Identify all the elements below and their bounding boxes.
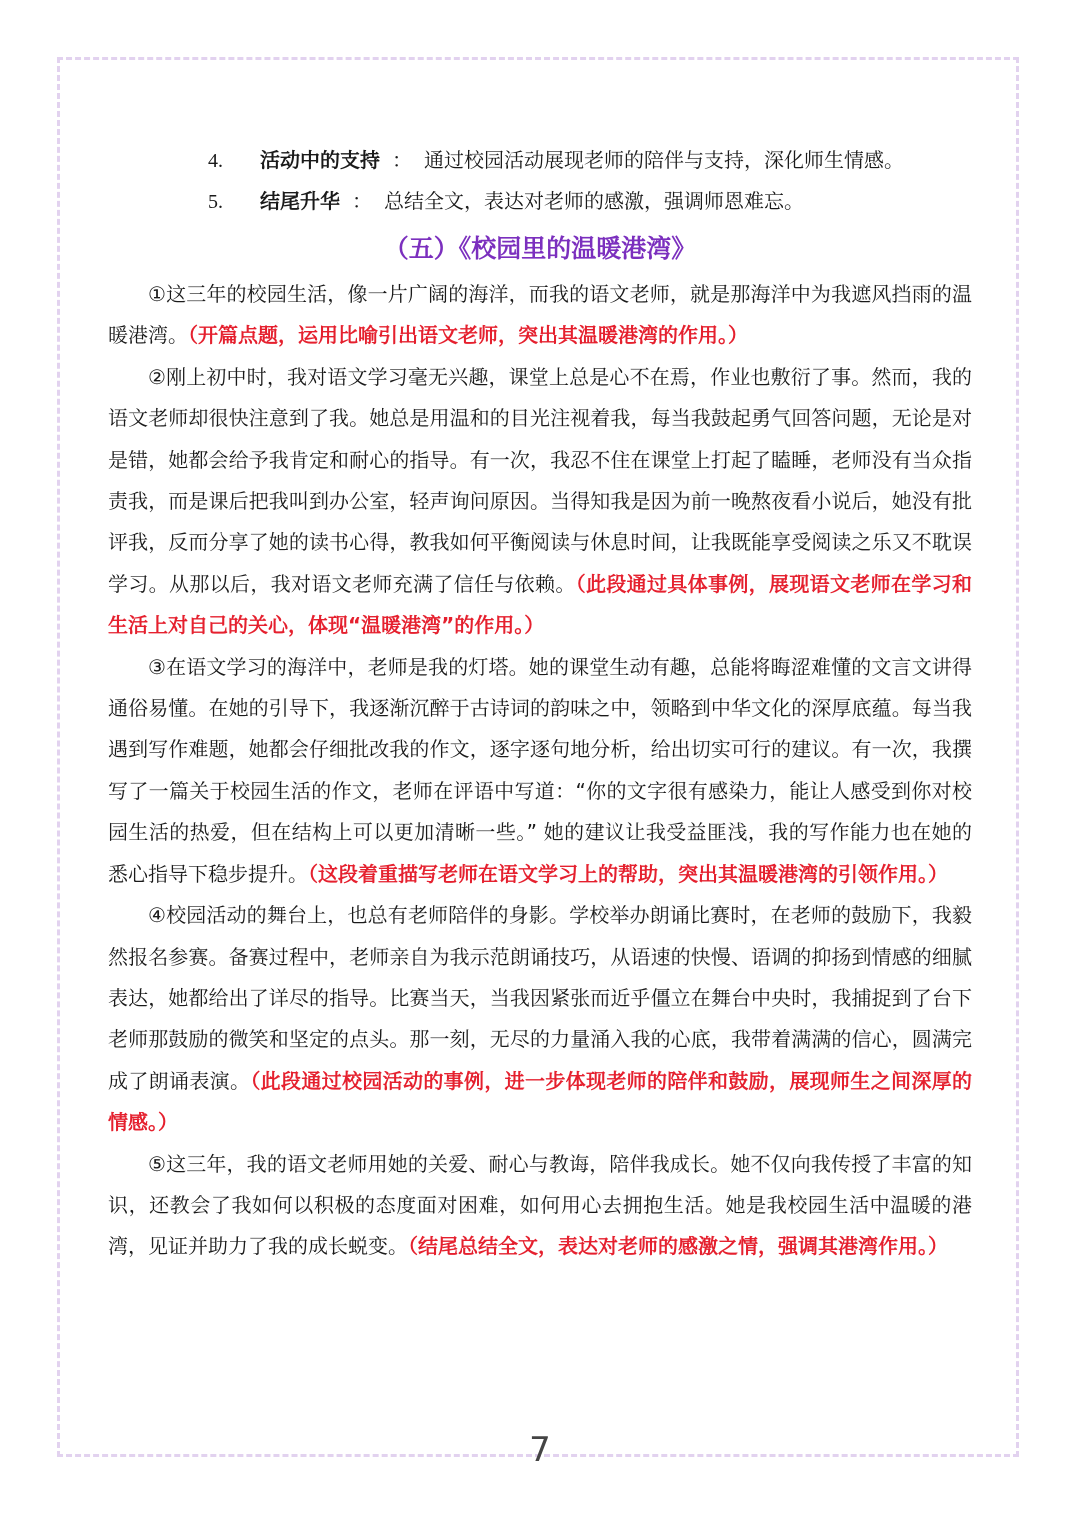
paragraph-2 (108, 357, 972, 647)
list-term: 结尾升华 (260, 189, 340, 213)
page-number: 7 (529, 1430, 551, 1470)
paragraph-text: ③在语文学习的海洋中，老师是我的灯塔。她的课堂生动有趣，总能将晦涩难懂的文言文讲得通俗易懂。在她的引导下，我逐渐沉醉于古诗词的韵味之中，领略到中华文化的深厚底蕴。每当我遇到写作难题，她都会仔细批改我的作文，逐字逐句地分析，给出切实可行的建议。有一次，我撰写了一篇关于校园生活的作文，老师在评语中写道：“你的文字很有感染力，能让人感受到你对校园生活的热爱，但在结构上可以更加清晰一些。” 她的建议让我受益匪浅，我的写作能力也在她的悉心指导下稳步提升。 (108, 654, 972, 886)
list-text: 总结全文，表达对老师的感激，强调师恩难忘。 (384, 189, 804, 213)
list-item (108, 181, 972, 222)
section-title: （五）《校园里的温暖港湾》 (383, 234, 697, 263)
list-separator: ： (392, 148, 412, 172)
paragraph-annotation: （开篇点题，运用比喻引出语文老师，突出其温暖港湾的作用。） (188, 323, 748, 348)
paragraph-annotation: （此段通过校园活动的事例，进一步体现老师的陪伴和鼓励，展现师生之间深厚的情感。） (108, 1068, 973, 1135)
paragraph-5 (108, 1144, 972, 1268)
list-number: 4. (208, 150, 223, 172)
paragraph-3 (108, 647, 972, 895)
list-number: 5. (208, 191, 223, 213)
list-term: 活动中的支持 (260, 148, 380, 172)
paragraph-text: ⑤这三年，我的语文老师用她的关爱、耐心与教诲，陪伴我成长。她不仅向我传授了丰富的知识，还教会了我如何以积极的态度面对困难，如何用心去拥抱生活。她是我校园生活中温暖的港湾，见证并助力了我的成长蜕变。 (108, 1151, 972, 1259)
paragraph-1 (108, 274, 972, 357)
paragraph-annotation: （这段着重描写老师在语文学习上的帮助，突出其温暖港湾的引领作用。） (308, 861, 948, 886)
paragraph-annotation: （结尾总结全文，表达对老师的感激之情，强调其港湾作用。） (408, 1234, 948, 1259)
list-item (108, 140, 972, 181)
paragraph-4 (108, 895, 972, 1143)
paragraph-annotation: （此段通过具体事例，展现语文老师在学习和生活上对自己的关心，体现“温暖港湾”的作用。） (108, 571, 973, 638)
page-content (108, 140, 972, 1268)
paragraph-text: ④校园活动的舞台上，也总有老师陪伴的身影。学校举办朗诵比赛时，在老师的鼓励下，我毅然报名参赛。备赛过程中，老师亲自为我示范朗诵技巧，从语速的快慢、语调的抑扬到情感的细腻表达，她都给出了详尽的指导。比赛当天，当我因紧张而近乎僵立在舞台中央时，我捕捉到了台下老师那鼓励的微笑和坚定的点头。那一刻，无尽的力量涌入我的心底，我带着满满的信心，圆满完成了朗诵表演。 (108, 903, 972, 1093)
paragraph-text: ①这三年的校园生活，像一片广阔的海洋，而我的语文老师，就是那海洋中为我遮风挡雨的温暖港湾。 (108, 282, 972, 348)
paragraph-text: ②刚上初中时，我对语文学习毫无兴趣，课堂上总是心不在焉，作业也敷衍了事。然而，我的语文老师却很快注意到了我。她总是用温和的目光注视着我，每当我鼓起勇气回答问题，无论是对是错，她都会给予我肯定和耐心的指导。有一次，我忍不住在课堂上打起了瞌睡，老师没有当众指责我，而是课后把我叫到办公室，轻声询问原因。当得知我是因为前一晚熬夜看小说后，她没有批评我，反而分享了她的读书心得，教我如何平衡阅读与休息时间，让我既能享受阅读之乐又不耽误学习。从那以后，我对语文老师充满了信任与依赖。 (108, 364, 972, 596)
list-separator: ： (352, 189, 372, 213)
list-text: 通过校园活动展现老师的陪伴与支持，深化师生情感。 (424, 148, 904, 172)
